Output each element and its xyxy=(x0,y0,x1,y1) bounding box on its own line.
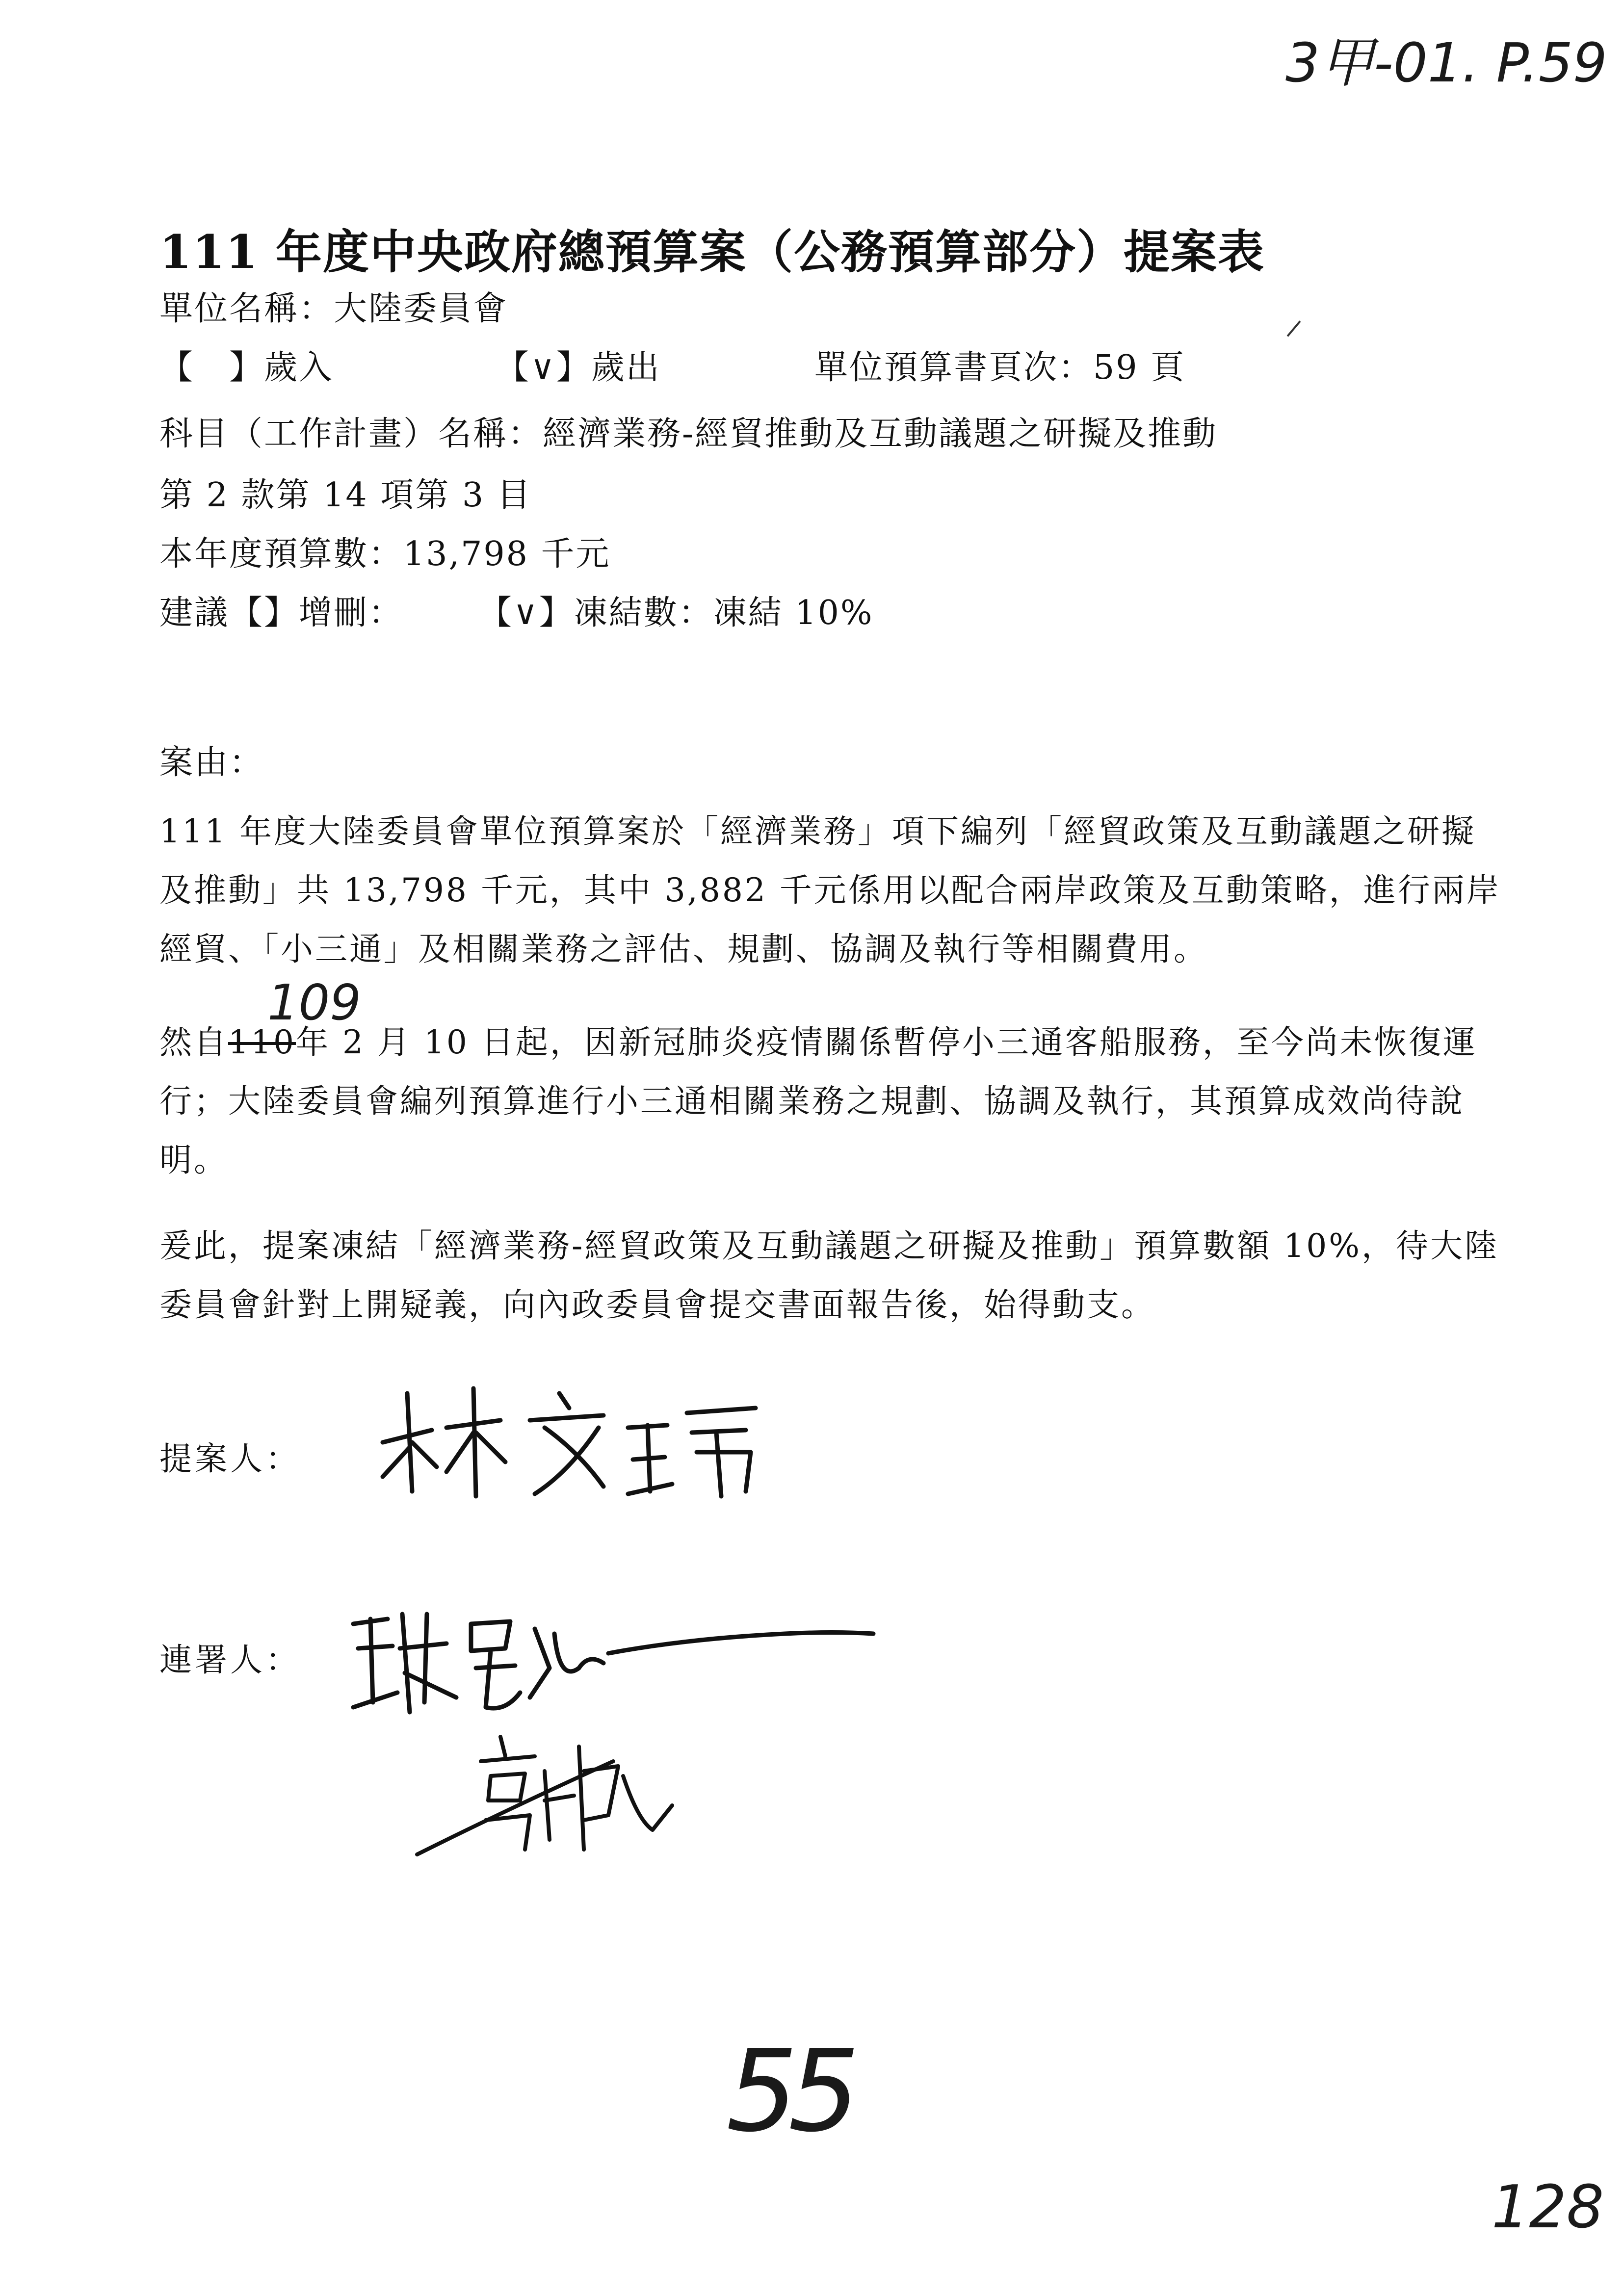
reason-label: 案由： xyxy=(159,743,264,782)
para2-start: 然自 xyxy=(159,1023,228,1061)
cosigner-label: 連署人： xyxy=(159,1641,301,1679)
proposer-signature xyxy=(373,1374,814,1513)
pen-mark xyxy=(1287,320,1301,337)
page-title: 111 年度中央政府總預算案（公務預算部分）提案表 xyxy=(159,225,1265,279)
budget-amount: 本年度預算數：13,798 千元 xyxy=(159,535,611,574)
expenditure-option: 【∨】歲出 xyxy=(496,348,661,387)
reason-paragraph-1: 111 年度大陸委員會單位預算案於「經濟業務」項下編列「經貿政策及互動議題之研擬及推動」共 13,798 千元，其中 3,882 千元係用以配合兩岸政策及互動策略，進行兩岸經貿、「小三通」及相關業務之評估、規劃、協調及執行等相關費用。 xyxy=(159,812,1501,968)
struck-year: 110 xyxy=(228,1023,296,1061)
para2-rest: 年 2 月 10 日起，因新冠肺炎疫情關係暫停小三通客船服務，至今尚未恢復運行；大陸委員會編列預算進行小三通相關業務之規劃、協調及執行，其預算成效尚待說明。 xyxy=(159,1023,1477,1179)
revenue-option: 【 】歲入 xyxy=(159,348,334,387)
proposer-label: 提案人： xyxy=(159,1440,301,1478)
subject-name: 科目（工作計畫）名稱：經濟業務-經貿推動及互動議題之研擬及推動 xyxy=(159,415,1217,453)
reason-paragraph-3: 爰此，提案凍結「經濟業務-經貿政策及互動議題之研擬及推動」預算數額 10%，待大陸委員會針對上開疑義，向內政委員會提交書面報告後，始得動支。 xyxy=(159,1227,1499,1324)
freeze-option: 【∨】凍結數：凍結 10% xyxy=(478,594,874,632)
reason-paragraph-2 xyxy=(159,1013,1504,1190)
cosigner-signature-1 xyxy=(343,1594,883,1724)
proposal-type: 建議【】增刪： xyxy=(159,594,404,632)
handwritten-page-number: 128 xyxy=(1492,2173,1604,2242)
budget-page: 單位預算書頁次：59 頁 xyxy=(814,348,1186,387)
cosigner-signature-2 xyxy=(407,1727,702,1876)
handwritten-page-mark: 55 xyxy=(726,2026,850,2157)
handwritten-year-correction: 109 xyxy=(267,974,361,1031)
unit-name: 單位名稱：大陸委員會 xyxy=(159,289,508,328)
item-code: 第 2 款第 14 項第 3 目 xyxy=(159,476,532,515)
handwritten-reference: 3甲-01. P.59 xyxy=(1285,31,1607,94)
